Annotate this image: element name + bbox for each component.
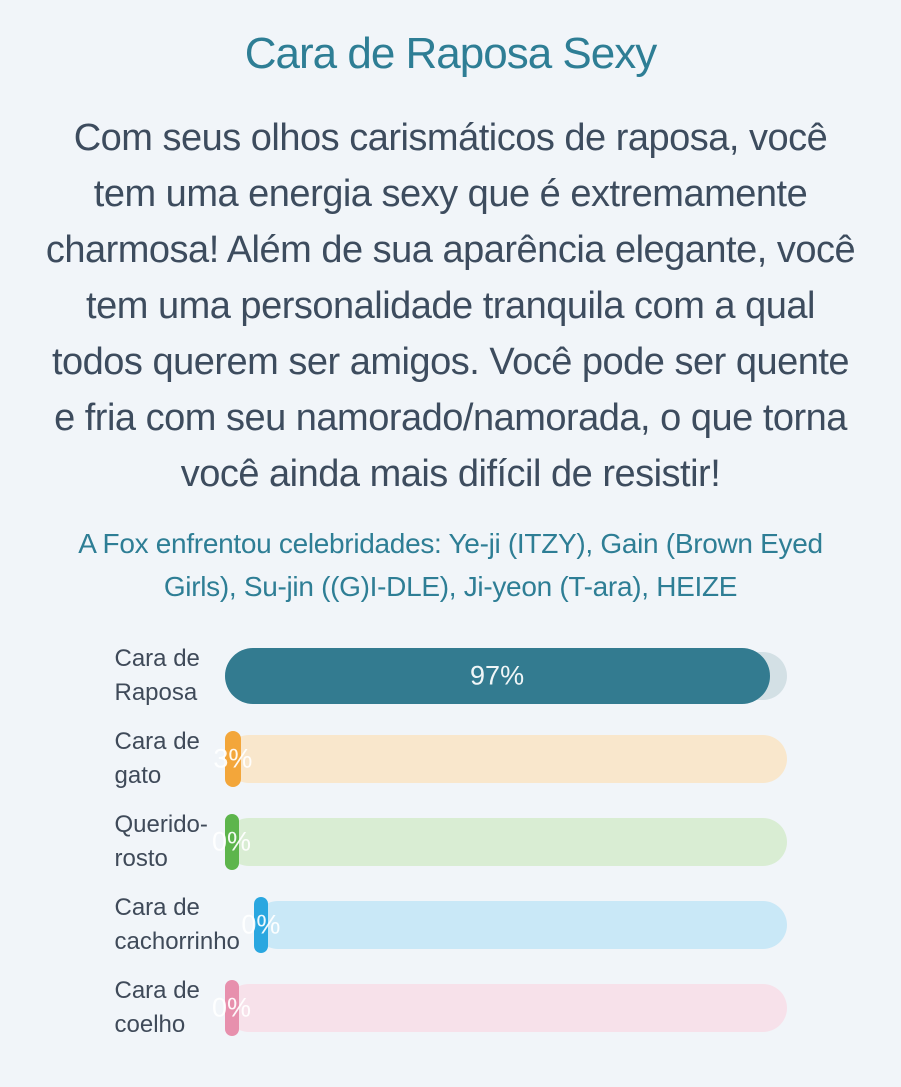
bar-value-label: 3% [213,743,253,774]
bar-fill [241,897,281,953]
bar-value-label: 0% [211,826,252,857]
bar-category-label: Cara de coelho [114,977,200,1038]
bar-track [211,818,787,866]
chart-row [115,642,787,710]
bar-value-label: 97% [470,660,525,691]
bar-fill [211,980,252,1036]
bar-category-label: Cara de Raposa [114,645,200,706]
result-title: Cara de Raposa Sexy [244,29,657,78]
bar-fill [225,648,770,704]
result-description: Com seus olhos carismáticos de raposa, você tem uma energia sexy que é extremamente charmosa! Além de sua aparência elegante, você tem uma personalidade tranquila com a qual todos querem ser amigos. Você pode ser quente e fria com seu namorado/namorada, o que torna você ainda mais difícil de resistir! [45,117,856,495]
bar-track [241,901,787,949]
bar-category-label: Querido-rosto [114,811,208,872]
bar-fill [211,814,252,870]
bar-category-label: Cara de gato [114,728,200,789]
bar-value-label: 0% [211,992,252,1023]
bar-track [213,735,787,783]
quiz-result-page [0,26,901,1042]
chart-row [115,974,787,1042]
bar-value-label: 0% [241,909,281,940]
chart-row [115,808,787,876]
result-bar-chart [115,642,787,1042]
bar-track [225,652,787,700]
bar-fill [213,731,253,787]
chart-row [115,891,787,959]
celebrity-matchup-text: A Fox enfrentou celebridades: Ye-ji (ITZY), Gain (Brown Eyed Girls), Su-jin ((G)I-DLE), Ji-yeon (T-ara), HEIZE [78,528,823,602]
bar-category-label: Cara de cachorrinho [114,894,240,955]
bar-track [211,984,787,1032]
chart-row [115,725,787,793]
